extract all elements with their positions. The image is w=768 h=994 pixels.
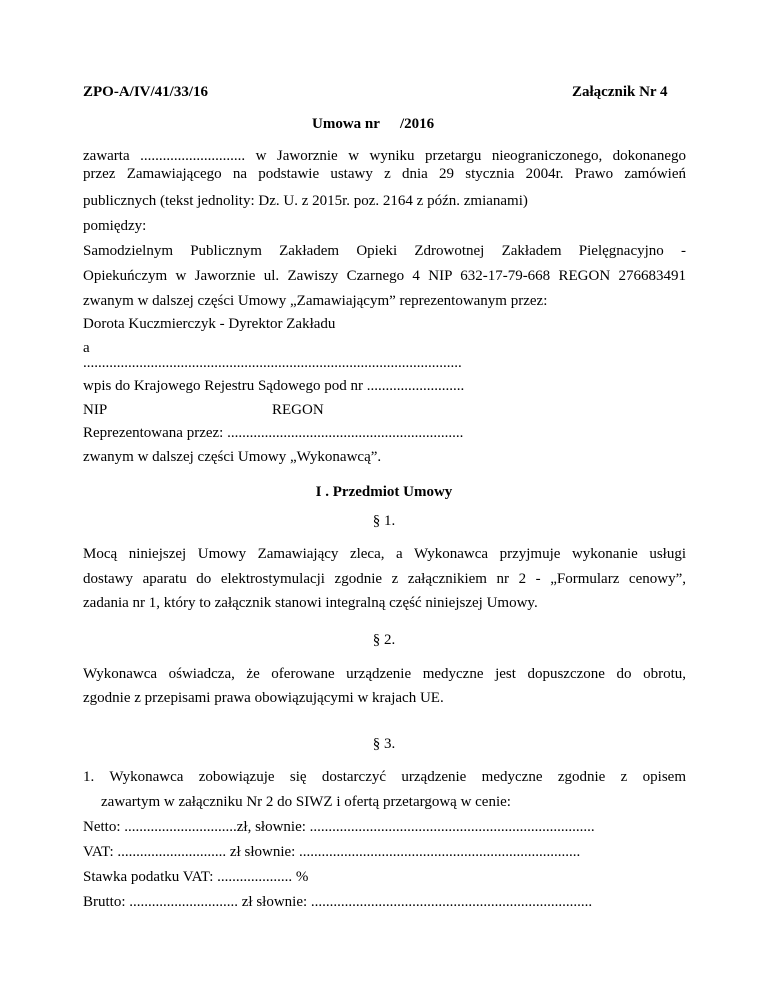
paragraph-1-line-1: Mocą niniejszej Umowy Zamawiający zleca, a Wykonawca przyjmuje wykonanie usługi [83, 546, 686, 562]
paragraph-2-number: § 2. [372, 632, 396, 648]
intro-line-11: wpis do Krajowego Rejestru Sądowego pod nr .......................... [83, 378, 465, 394]
paragraph-3-line-1: 1. Wykonawca zobowiązuje się dostarczyć urządzenie medyczne zgodnie z opisem [83, 769, 686, 785]
paragraph-3-number: § 3. [372, 736, 396, 752]
intro-line-9: a [83, 340, 90, 356]
section-heading: I . Przedmiot Umowy [315, 484, 453, 500]
intro-line-13: Reprezentowana przez: ............................................................... [83, 425, 464, 441]
paragraph-2-line-2: zgodnie z przepisami prawa obowiązującymi w krajach UE. [83, 690, 444, 706]
intro-line-1: zawarta ............................ w Jaworznie w wyniku przetargu nieograniczonego, dokonanego [83, 148, 686, 164]
regon-label: REGON [272, 402, 324, 418]
intro-line-4: pomiędzy: [83, 218, 147, 234]
intro-line-10: ..................................................................................................... [83, 355, 462, 371]
paragraph-3-line-2: zawartym w załączniku Nr 2 do SIWZ i ofertą przetargową w cenie: [101, 794, 511, 810]
intro-line-3: publicznych (tekst jednolity: Dz. U. z 2015r. poz. 2164 z późn. zmianami) [83, 193, 528, 209]
nip-label: NIP [83, 402, 108, 418]
vat-rate-line: Stawka podatku VAT: .................... % [83, 869, 309, 885]
attachment-label: Załącznik Nr 4 [572, 84, 668, 100]
contract-number-label: Umowa nr [312, 116, 380, 132]
paragraph-2-line-1: Wykonawca oświadcza, że oferowane urządzenie medyczne jest dopuszczone do obrotu, [83, 666, 686, 682]
intro-line-14: zwanym w dalszej części Umowy „Wykonawcą”. [83, 449, 382, 465]
paragraph-1-number: § 1. [372, 513, 396, 529]
intro-line-7: zwanym w dalszej części Umowy „Zamawiającym” reprezentowanym przez: [83, 293, 548, 309]
document-reference: ZPO-A/IV/41/33/16 [83, 84, 209, 100]
paragraph-1-line-3: zadania nr 1, który to załącznik stanowi integralną część niniejszej Umowy. [83, 595, 538, 611]
intro-line-2: przez Zamawiającego na podstawie ustawy z dnia 29 stycznia 2004r. Prawo zamówień [83, 166, 686, 182]
vat-line: VAT: ............................. zł słownie: ........................................................................... [83, 844, 581, 860]
intro-line-6: Opiekuńczym w Jaworznie ul. Zawiszy Czarnego 4 NIP 632-17-79-668 REGON 276683491 [83, 268, 686, 284]
netto-line: Netto: ..............................zł, słownie: ............................................................................ [83, 819, 595, 835]
paragraph-1-line-2: dostawy aparatu do elektrostymulacji zgodnie z załącznikiem nr 2 - „Formularz cenowy”, [83, 571, 686, 587]
contract-year: /2016 [400, 116, 435, 132]
brutto-line: Brutto: ............................. zł słownie: ........................................................................... [83, 894, 593, 910]
intro-line-5: Samodzielnym Publicznym Zakładem Opieki Zdrowotnej Zakładem Pielęgnacyjno - [83, 243, 686, 259]
intro-line-8: Dorota Kuczmierczyk - Dyrektor Zakładu [83, 316, 336, 332]
